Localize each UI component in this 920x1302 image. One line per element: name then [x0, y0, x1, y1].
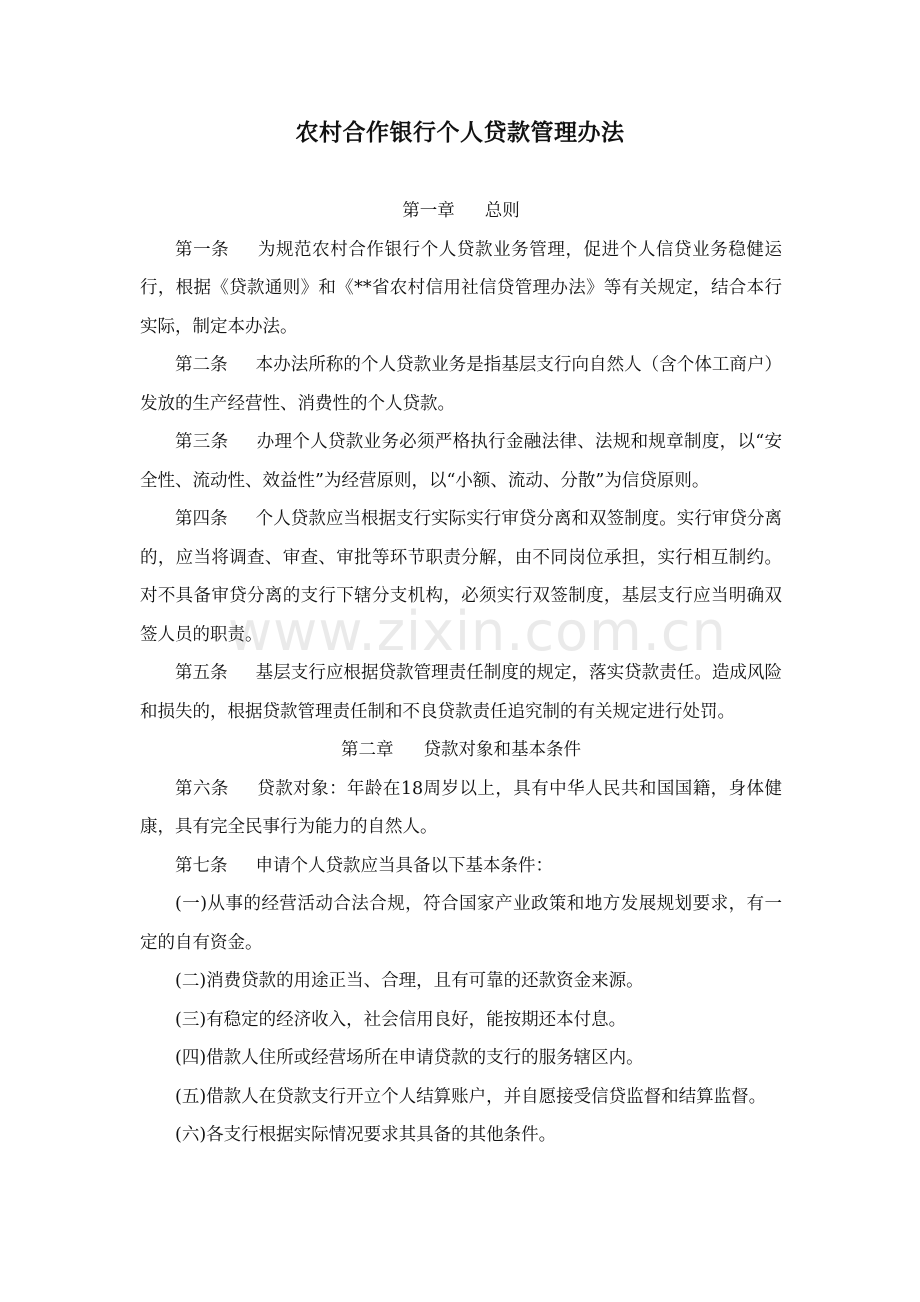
document-title: 农村合作银行个人贷款管理办法 — [295, 120, 625, 146]
watermark: www.zixin.com.cn — [228, 600, 727, 663]
article-paragraph — [140, 423, 782, 500]
condition-item: (五)借款人在贷款支行开立个人结算账户，并自愿接受信贷监督和结算监督。 — [175, 1086, 767, 1107]
article-label: 第五条 — [175, 663, 228, 683]
chapter-heading-2 — [140, 731, 782, 770]
condition-item: (六)各支行根据实际情况要求其具备的其他条件。 — [175, 1125, 557, 1145]
article-label: 第一条 — [175, 239, 230, 260]
condition-item: (二)消费贷款的用途正当、合理，且有可靠的还款资金来源。 — [175, 971, 644, 991]
chapter-label: 第二章 — [341, 740, 394, 760]
article-label: 第四条 — [175, 509, 228, 529]
article-paragraph — [140, 770, 782, 847]
document-body — [140, 192, 782, 1155]
article-paragraph — [140, 847, 782, 886]
article-paragraph — [140, 231, 782, 347]
article-text: 申请个人贷款应当具备以下基本条件： — [255, 855, 553, 876]
chapter-heading-1 — [140, 192, 782, 231]
article-label: 第七条 — [175, 855, 228, 876]
article-text: 本办法所称的个人贷款业务是指基层支行向自然人（含个体工商户）发放的生产经营性、消费性的个人贷款。 — [140, 355, 783, 414]
article-paragraph — [140, 500, 782, 654]
article-label: 第三条 — [175, 432, 229, 452]
article-text: 基层支行应根据贷款管理责任制度的规定，落实贷款责任。造成风险和损失的，根据贷款管理责任制和不良贷款责任追究制的有关规定进行处罚。 — [140, 663, 783, 722]
condition-item: (四)借款人住所或经营场所在申请贷款的支行的服务辖区内。 — [175, 1048, 644, 1068]
article-label: 第二条 — [175, 355, 228, 375]
article-paragraph — [140, 654, 782, 731]
chapter-name: 贷款对象和基本条件 — [423, 740, 581, 760]
chapter-name: 总则 — [484, 201, 520, 221]
chapter-label: 第一章 — [402, 201, 455, 221]
condition-item: (三)有稳定的经济收入，社会信用良好，能按期还本付息。 — [175, 1009, 627, 1030]
article-text: 为规范农村合作银行个人贷款业务管理，促进个人信贷业务稳健运行，根据《贷款通则》和《**省农村信用社信贷管理办法》等有关规定，结合本行实际，制定本办法。 — [140, 239, 782, 337]
article-text: 贷款对象：年龄在18周岁以上，具有中华人民共和国国籍，身体健康，具有完全民事行为能力的自然人。 — [140, 778, 782, 837]
article-text: 个人贷款应当根据支行实际实行审贷分离和双签制度。实行审贷分离的，应当将调查、审查、审批等环节职责分解，由不同岗位承担，实行相互制约。对不具备审贷分离的支行下辖分支机构，必须实行双签制度，基层支行应当明确双签人员的职责。 — [140, 509, 783, 645]
article-text: 办理个人贷款业务必须严格执行金融法律、法规和规章制度，以“安全性、流动性、效益性”为经营原则，以“小额、流动、分散”为信贷原则。 — [140, 432, 782, 491]
condition-item: (一)从事的经营活动合法合规，符合国家产业政策和地方发展规划要求，有一定的自有资金。 — [140, 894, 782, 953]
article-paragraph — [140, 346, 782, 423]
article-label: 第六条 — [175, 778, 229, 799]
